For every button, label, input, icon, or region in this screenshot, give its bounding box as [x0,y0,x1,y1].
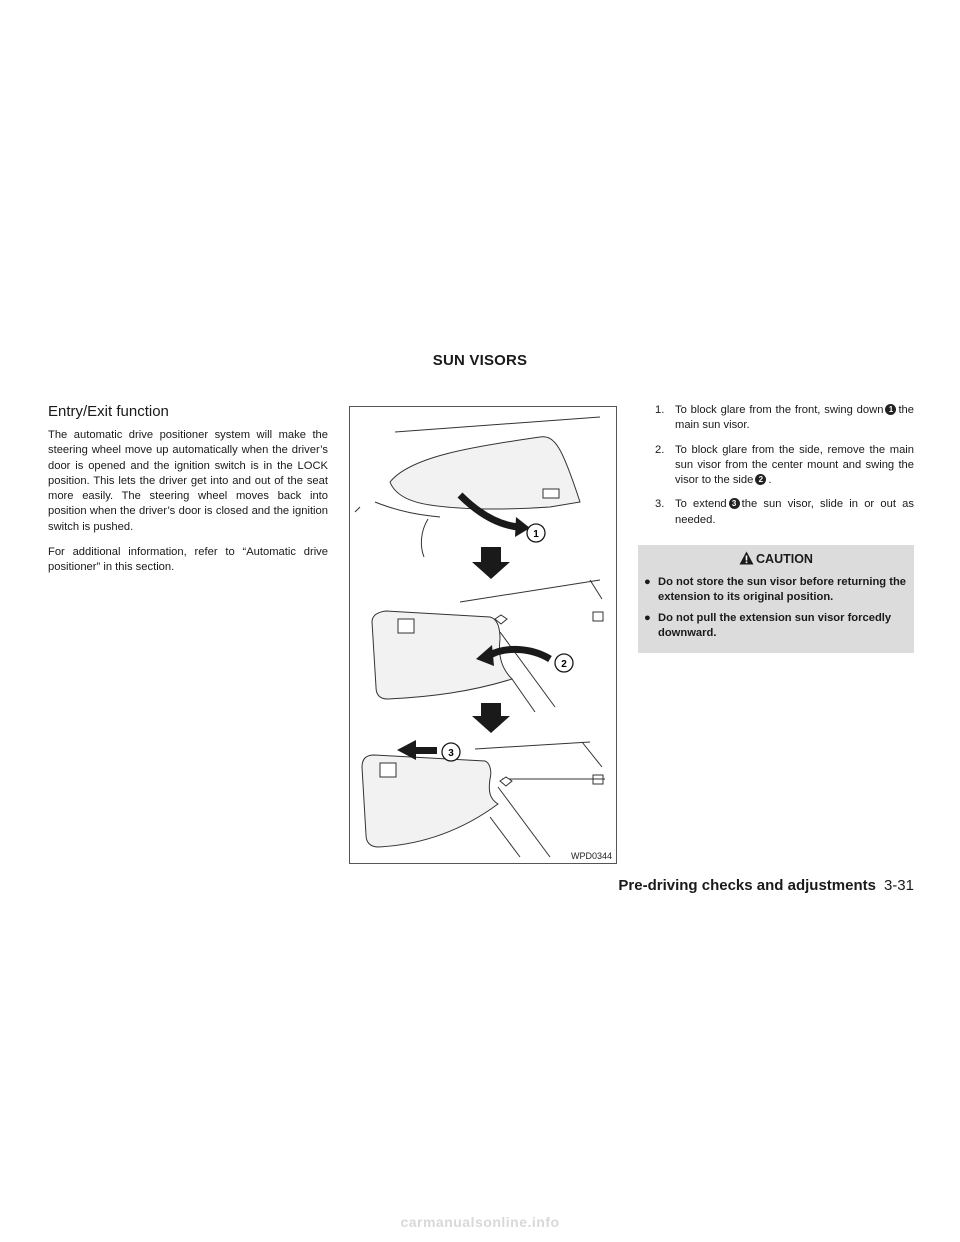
page-number: 3-31 [883,877,914,894]
subsection-heading: Entry/Exit function [48,403,169,420]
step-text: To block glare from the side, remove the main sun visor from the center mount and swing the visor to the side [675,443,914,487]
sun-visor-illustration [349,406,617,864]
bullet-icon: ● [644,576,651,589]
watermark: carmanualsonline.info [400,1214,560,1230]
caution-text: Do not store the sun visor before returning the extension to its original position. [658,576,907,604]
caution-text: Do not pull the extension sun visor forcedly downward. [658,611,892,639]
paragraph: The automatic drive positioner system will make the steering wheel move up automatically when the driver’s door is opened and the ignition switch is in the LOCK position. This lets the driver get into and out of the seat more easily. The steering wheel moves back into position when the driver’s door is closed and the ignition switch is pushed. [48,429,328,533]
left-column [48,403,328,586]
caution-item [642,575,910,606]
step-text: To block glare from the front, swing down [675,404,884,416]
step-number: 3. [655,498,665,511]
paragraph: For additional information, refer to “Automatic drive positioner” in this section. [48,546,328,574]
caution-title: CAUTION [756,552,813,567]
step-text-cont: the sun visor, slide in or out as needed. [675,498,914,526]
bullet-icon: ● [644,611,651,624]
caution-list [642,575,910,641]
step-number: 2. [655,443,665,456]
page-footer [618,877,914,894]
callout-marker: 3 [729,498,740,509]
section-title: SUN VISORS [432,352,528,369]
right-column [638,403,914,653]
step-text: To extend [675,498,727,511]
callout-2-label: 2 [561,659,567,670]
callout-3-label: 3 [448,748,454,759]
step-text-cont: . [768,474,772,487]
step-text-cont: the main sun visor. [675,404,914,432]
step-item [638,403,914,434]
chapter-title: Pre-driving checks and adjustments [618,877,876,894]
figure-code: WPD0344 [570,851,612,861]
warning-icon [739,551,754,565]
step-item [638,497,914,528]
step-list [638,403,914,528]
caution-header [642,551,910,566]
callout-1-label: 1 [533,529,539,540]
callout-marker: 1 [885,404,896,415]
sun-visor-drawing [350,407,618,865]
caution-box [638,545,914,653]
step-item [638,443,914,489]
step-number: 1. [655,404,665,416]
caution-item [642,611,910,642]
callout-marker: 2 [755,474,766,485]
